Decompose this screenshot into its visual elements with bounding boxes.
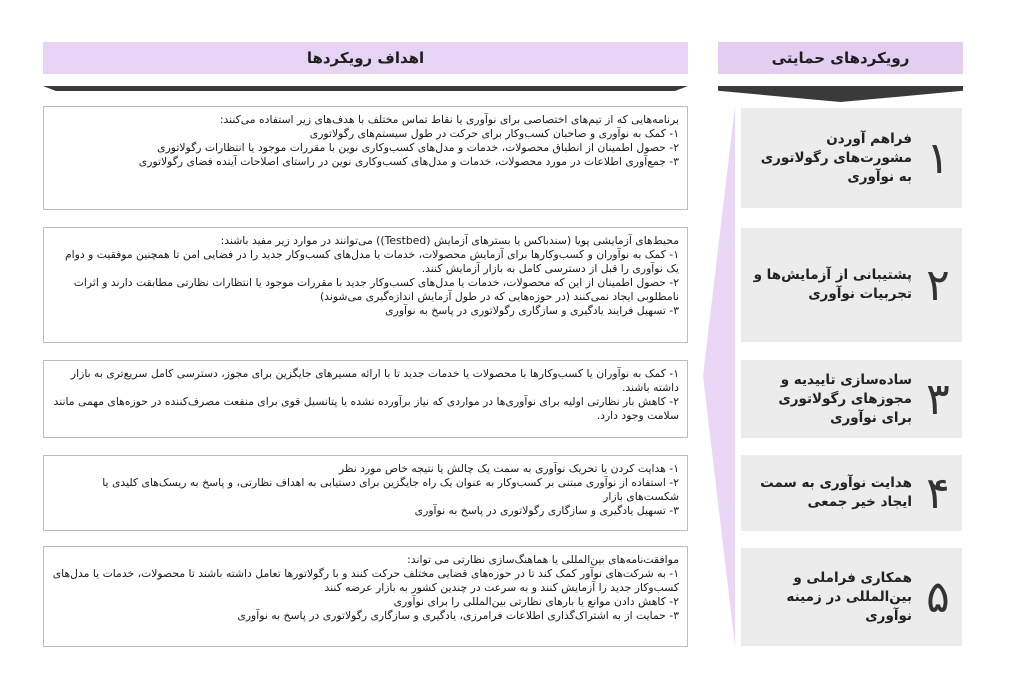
goal-item: ۱- به شرکت‌های نوآور کمک کند تا در حوزه‌های قضایی مختلف حرکت کنند و با رگولاتورها تعامل داشته باشند تا محصولات، خدمات یا مدل‌های کسب‌وکار جدید را آزمایش کنند و به سرعت در چندین کشور به بازار عرضه کنند — [52, 567, 679, 594]
chevron-connector — [703, 106, 735, 646]
approach-card-3 — [741, 360, 962, 438]
goal-box-5 — [43, 546, 688, 647]
goals-header — [43, 42, 688, 74]
goal-box-1 — [43, 106, 688, 210]
goal-intro: محیط‌های آزمایشی پویا (سندباکس یا بسترهای آزمایش (Testbed)) می‌توانند در موارد زیر مفید باشند: — [220, 234, 679, 247]
goal-intro: موافقت‌نامه‌های بین‌المللی یا هماهنگ‌سازی نظارتی می تواند: — [407, 553, 679, 566]
goal-item: ۲- استفاده از نوآوری مبتنی بر کسب‌وکار به عنوان یک راه جایگزین برای دستیابی به اهداف نظارتی، و پاسخ به ریسک‌های کلیدی یا شکست‌های بازار — [102, 476, 679, 503]
goal-item: ۲- حصول اطمینان از انطباق محصولات، خدمات و مدل‌های کسب‌وکاری نوین با مقررات موجود یا انتظارات رگولاتوری — [157, 141, 679, 154]
goal-item: ۲- حصول اطمینان از این که محصولات، خدمات یا مدل‌های کسب‌وکار جدید با مقررات موجود یا انتظارات نظارتی مطابقت دارند و اثرات نامطلوبی ایجاد نمی‌کنند (در حوزه‌هایی که در طول آزمایش اندازه‌گیری می‌شوند) — [73, 276, 679, 303]
approach-title: پشتیبانی از آزمایش‌ها و تجربیات نوآوری — [753, 267, 912, 302]
goal-item: ۳- حمایت از به اشتراک‌گذاری اطلاعات فرامرزی، یادگیری و سازگاری رگولاتوری در پاسخ به نوآوری — [237, 609, 679, 622]
approach-card-1 — [741, 108, 962, 208]
approaches-header-title: رویکردهای حمایتی — [771, 49, 910, 67]
goal-intro: برنامه‌هایی که از تیم‌های اختصاصی برای نوآوری یا نقاط تماس مختلف با هدف‌های زیر استفاده می‌کنند: — [219, 113, 679, 126]
approaches-header — [718, 42, 963, 74]
goal-item: ۲- کاهش بار نظارتی اولیه برای نوآوری‌ها در مواردی که نیاز برآورده نشده یا پتانسیل قوی برای منفعت مصرف‌کننده در حوزه‌های مهمی مانند سلامت وجود دارد. — [53, 395, 679, 422]
goal-item: ۱- کمک به نوآوری و صاحبان کسب‌وکار برای حرکت در طول سیستم‌های رگولاتوری — [309, 127, 679, 140]
approach-card-4 — [741, 455, 962, 531]
approach-number: ۲ — [926, 259, 950, 311]
approach-card-2 — [741, 228, 962, 342]
goal-item: ۲- کاهش دادن موانع یا بارهای نظارتی بین‌المللی را برای نوآوری — [393, 595, 679, 608]
approach-card-5 — [741, 548, 962, 646]
goal-box-3 — [43, 360, 688, 438]
goal-item: ۱- کمک به نوآوران یا کسب‌وکارها با محصولات یا خدمات جدید تا با ارائه مسیرهای جایگزین برای مجوز، دسترسی کامل سریع‌تری به بازار داشته باشند. — [70, 367, 679, 394]
goals-header-underline — [43, 86, 688, 91]
approach-number: ۱ — [926, 132, 950, 184]
approach-number: ۴ — [926, 467, 950, 519]
goal-item: ۱- هدایت کردن یا تحریک نوآوری به سمت یک چالش یا نتیجه خاص مورد نظر — [338, 462, 679, 475]
goal-item: ۳- جمع‌آوری اطلاعات در مورد محصولات، خدمات و مدل‌های کسب‌وکاری نوین در راستای اصلاحات آینده فضای رگولاتوری — [138, 155, 679, 168]
goal-item: ۳- تسهیل فرایند یادگیری و سازگاری رگولاتوری در پاسخ به نوآوری — [385, 304, 679, 317]
approach-title: ساده‌سازی تاییدیه و مجوزهای رگولاتوری برای نوآوری — [778, 371, 912, 426]
approaches-header-arrow — [718, 86, 963, 102]
approach-number: ۳ — [926, 373, 950, 425]
approach-title: همکاری فراملی و بین‌المللی در زمینه نوآوری — [786, 569, 912, 624]
approach-title: فراهم آوردن مشورت‌های رگولاتوری به نوآوری — [760, 130, 912, 185]
approach-title: هدایت نوآوری به سمت ایجاد خیر جمعی — [760, 475, 912, 510]
goal-box-4 — [43, 455, 688, 531]
approach-number: ۵ — [926, 571, 950, 623]
goal-item: ۳- تسهیل یادگیری و سازگاری رگولاتوری در پاسخ به نوآوری — [414, 504, 679, 517]
goal-box-2 — [43, 227, 688, 343]
goal-item: ۱- کمک به نوآوران و کسب‌وکارها برای آزمایش محصولات، خدمات یا مدل‌های کسب‌وکار جدید را در فضایی امن تا همچنین موفقیت و دوام یک نوآوری را قبل از دسترسی کامل به بازار آزمایش کنند. — [65, 248, 679, 275]
goals-header-title: اهداف رویکردها — [306, 49, 425, 67]
